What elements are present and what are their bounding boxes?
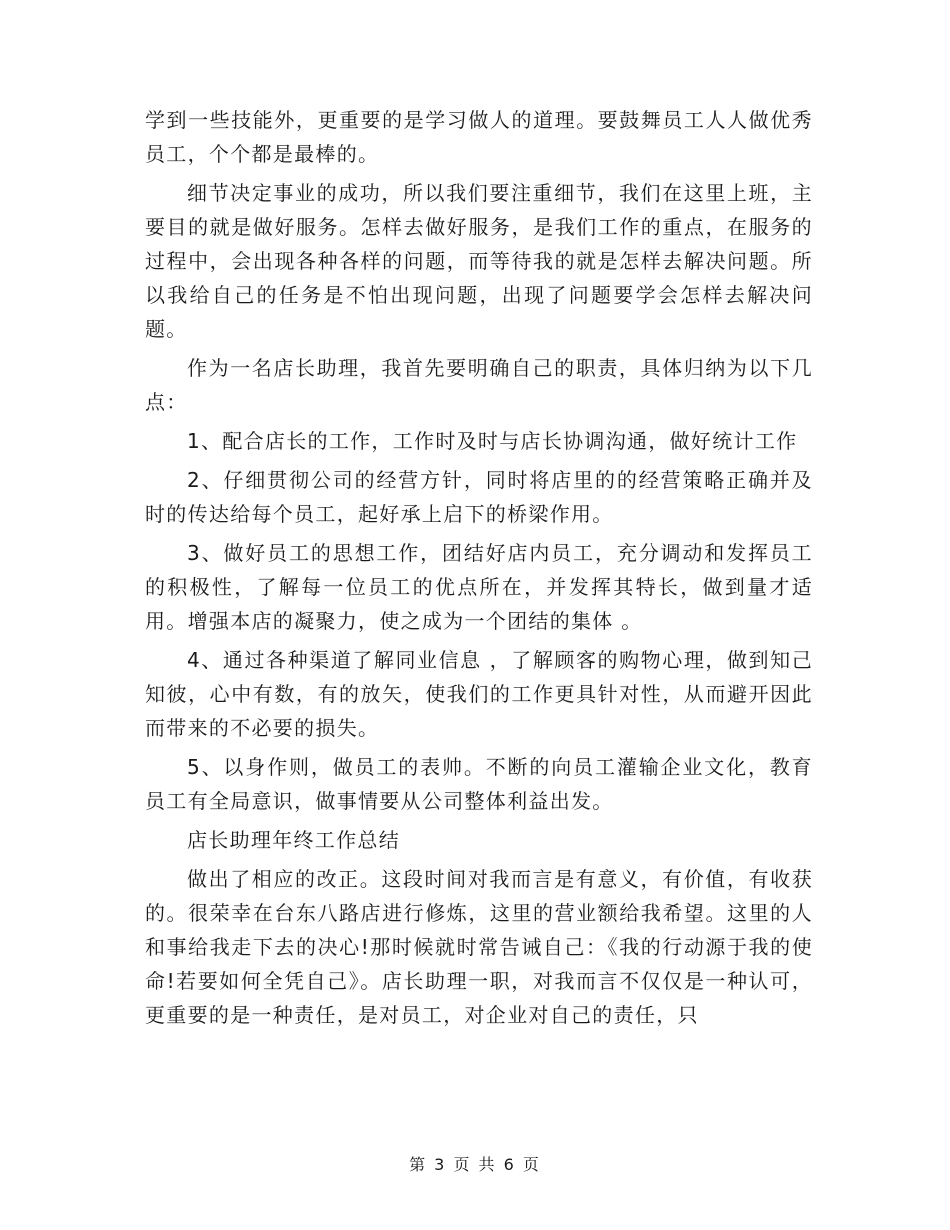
paragraph-2: 细节决定事业的成功，所以我们要注重细节，我们在这里上班，主要目的就是做好服务。怎样去做好服务，是我们工作的重点，在服务的过程中，会出现各种各样的问题，而等待我的就是怎样去解决问题。所以我给自己的任务是不怕出现问题，出现了问题要学会怎样去解决问题。 xyxy=(145,181,813,341)
page-number-footer: 第 3 页 共 6 页 xyxy=(409,1155,541,1174)
section-heading: 店长助理年终工作总结 xyxy=(187,828,400,852)
list-item-4: 4、通过各种渠道了解同业信息 ，了解顾客的购物心理，做到知己知彼，心中有数，有的放矢，使我们的工作更具针对性，从而避开因此而带来的不必要的损失。 xyxy=(145,648,813,740)
list-item-1: 1、配合店长的工作，工作时及时与店长协调沟通，做好统计工作 xyxy=(187,429,798,453)
paragraph-4: 做出了相应的改正。这段时间对我而言是有意义，有价值，有收获的。很荣幸在台东八路店进行修炼，这里的营业额给我希望。这里的人和事给我走下去的决心!那时候就时常告诫自己：《我的行动源于我的使命!若要如何全凭自己》。店长助理一职，对我而言不仅仅是一种认可，更重要的是一种责任，是对员工，对企业对自己的责任，只 xyxy=(145,867,813,1027)
document-body xyxy=(145,103,813,1037)
paragraph-1: 学到一些技能外，更重要的是学习做人的道理。要鼓舞员工人人做优秀员工，个个都是最棒的。 xyxy=(145,108,813,166)
list-item-5: 5、以身作则，做员工的表帅。不断的向员工灌输企业文化，教育员工有全局意识，做事情要从公司整体利益出发。 xyxy=(145,755,813,813)
paragraph-3: 作为一名店长助理，我首先要明确自己的职责，具体归纳为以下几点： xyxy=(145,356,813,414)
list-item-2: 2、仔细贯彻公司的经营方针，同时将店里的的经营策略正确并及时的传达给每个员工，起好承上启下的桥梁作用。 xyxy=(145,468,813,526)
list-item-3: 3、做好员工的思想工作，团结好店内员工，充分调动和发挥员工的积极性，了解每一位员工的优点所在，并发挥其特长，做到量才适用。增强本店的凝聚力，使之成为一个团结的集体 。 xyxy=(145,541,813,633)
